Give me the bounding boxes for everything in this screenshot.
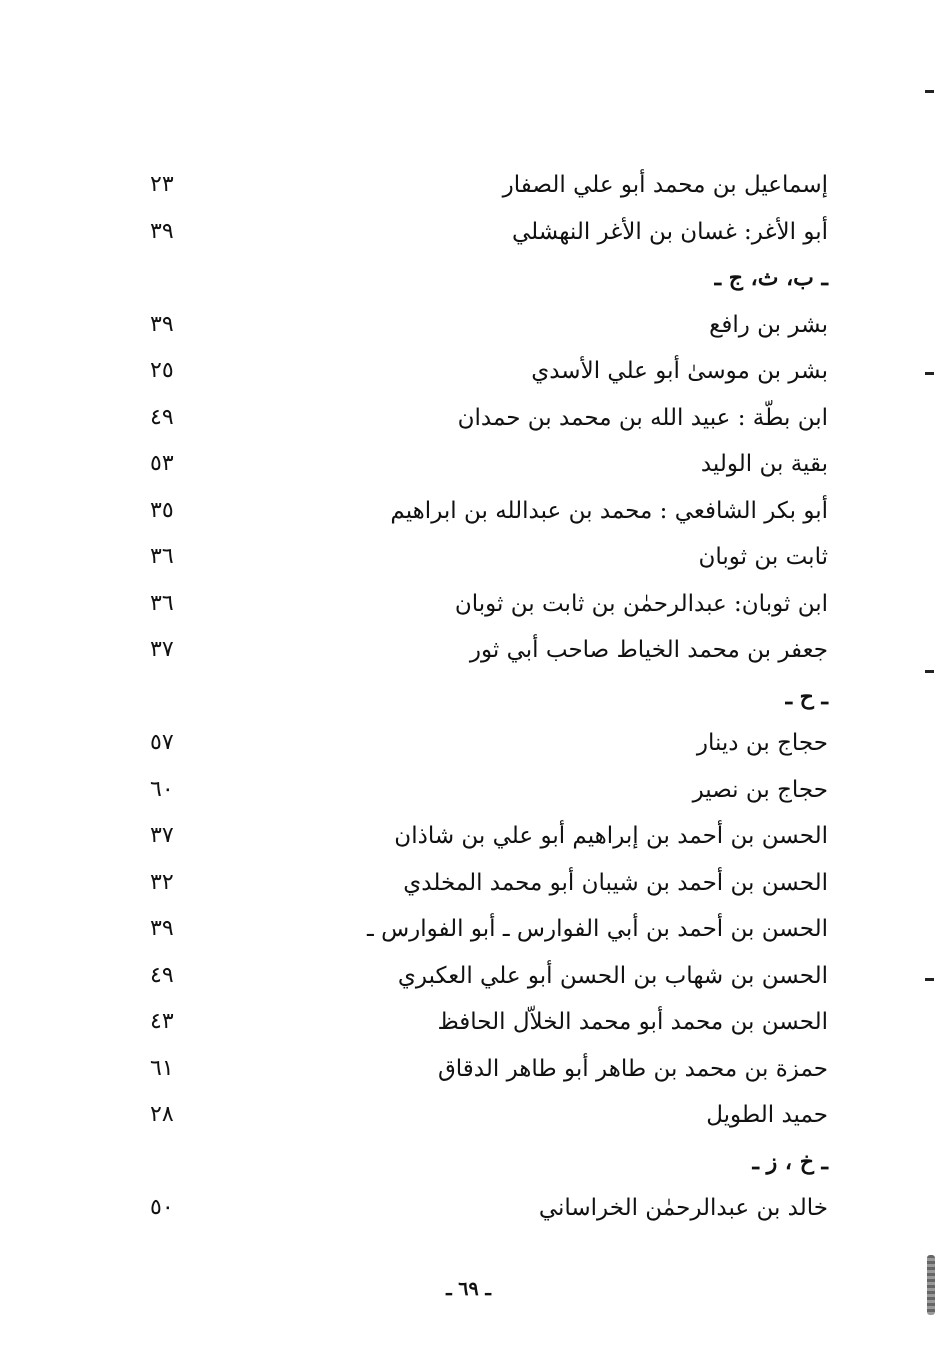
- index-entry: [150, 813, 828, 860]
- entry-page-number: ٤٩: [150, 962, 174, 988]
- entry-page-number: ٣٩: [150, 218, 174, 244]
- section-letter-label: ـ ب، ث، ج ـ: [714, 265, 828, 291]
- entry-name: بقية بن الوليد: [700, 451, 828, 477]
- entry-name: الحسن بن شهاب بن الحسن أبو علي العكبري: [397, 962, 828, 989]
- entry-name: ثابت بن ثوبان: [698, 544, 828, 570]
- entry-page-number: ٣٧: [150, 823, 174, 848]
- entry-page-number: ٣٢: [150, 869, 174, 895]
- margin-mark: [925, 372, 934, 375]
- margin-mark: [925, 670, 934, 673]
- entry-page-number: ٦١: [150, 1055, 174, 1081]
- section-letter-label: ـ خ ، ز ـ: [752, 1148, 828, 1175]
- index-entry: [150, 581, 828, 628]
- entry-page-number: ٤٣: [150, 1009, 174, 1034]
- entry-page-number: ٦٠: [150, 776, 174, 802]
- entry-name: الحسن بن محمد أبو محمد الخلاّل الحافظ: [437, 1009, 828, 1035]
- entry-page-number: ٤٩: [150, 404, 174, 430]
- index-entry: [150, 1046, 828, 1093]
- entry-name: حميد الطويل: [706, 1102, 828, 1128]
- entry-page-number: ٣٦: [150, 544, 174, 569]
- section-heading: [150, 255, 828, 302]
- entry-page-number: ٥٧: [150, 730, 174, 755]
- index-entry: [150, 999, 828, 1046]
- entry-name: الحسن بن أحمد بن أبي الفوارس ـ أبو الفوارس ـ: [367, 916, 828, 942]
- section-heading: [150, 1139, 828, 1186]
- index-entry: [150, 906, 828, 953]
- entry-page-number: ٣٩: [150, 916, 174, 941]
- entry-name: ابن بطّة : عبيد الله بن محمد بن حمدان: [457, 404, 828, 431]
- entry-page-number: ٣٧: [150, 637, 174, 662]
- entry-name: بشر بن رافع: [709, 311, 828, 338]
- entry-name: حجاج بن نصير: [692, 776, 828, 803]
- entry-page-number: ٣٩: [150, 311, 174, 337]
- entry-page-number: ٢٥: [150, 358, 174, 383]
- index-entry: [150, 1185, 828, 1232]
- index-entry: [150, 488, 828, 535]
- index-entry: [150, 441, 828, 488]
- entry-name: بشر بن موسىٰ أبو علي الأسدي: [531, 358, 828, 384]
- entry-name: إسماعيل بن محمد أبو علي الصفار: [502, 172, 828, 198]
- entry-page-number: ٥٠: [150, 1195, 174, 1220]
- entry-name: جعفر بن محمد الخياط صاحب أبي ثور: [469, 637, 828, 663]
- entry-name: أبو بكر الشافعي : محمد بن عبدالله بن ابراهيم: [390, 497, 828, 524]
- index-entry: [150, 953, 828, 1000]
- entry-name: الحسن بن أحمد بن شيبان أبو محمد المخلدي: [403, 869, 828, 896]
- margin-mark: [925, 978, 934, 981]
- entry-page-number: ٣٦: [150, 590, 174, 616]
- entry-name: حجاج بن دينار: [696, 730, 828, 756]
- index-entry: [150, 627, 828, 674]
- entry-name: حمزة بن محمد بن طاهر أبو طاهر الدقاق: [437, 1055, 828, 1082]
- entry-page-number: ٥٣: [150, 451, 174, 476]
- entry-page-number: ٣٥: [150, 497, 174, 523]
- index-entry: [150, 395, 828, 442]
- entry-name: أبو الأغر: غسان بن الأغر النهشلي: [511, 218, 828, 245]
- index-entry: [150, 720, 828, 767]
- index-list: [150, 162, 828, 1232]
- page-number: ـ ٦٩ ـ: [446, 1278, 491, 1300]
- entry-page-number: ٢٨: [150, 1102, 174, 1127]
- index-entry: [150, 534, 828, 581]
- margin-mark: [925, 90, 934, 93]
- section-heading: [150, 674, 828, 721]
- index-entry: [150, 162, 828, 209]
- entry-name: ابن ثوبان: عبدالرحمٰن بن ثابت بن ثوبان: [454, 590, 828, 617]
- entry-name: خالد بن عبدالرحمٰن الخراساني: [538, 1195, 828, 1221]
- index-entry: [150, 348, 828, 395]
- index-entry: [150, 302, 828, 349]
- index-entry: [150, 1092, 828, 1139]
- index-entry: [150, 209, 828, 256]
- index-entry: [150, 860, 828, 907]
- index-entry: [150, 767, 828, 814]
- section-letter-label: ـ ح ـ: [785, 683, 828, 710]
- entry-page-number: ٢٣: [150, 172, 174, 197]
- entry-name: الحسن بن أحمد بن إبراهيم أبو علي بن شاذان: [394, 823, 828, 849]
